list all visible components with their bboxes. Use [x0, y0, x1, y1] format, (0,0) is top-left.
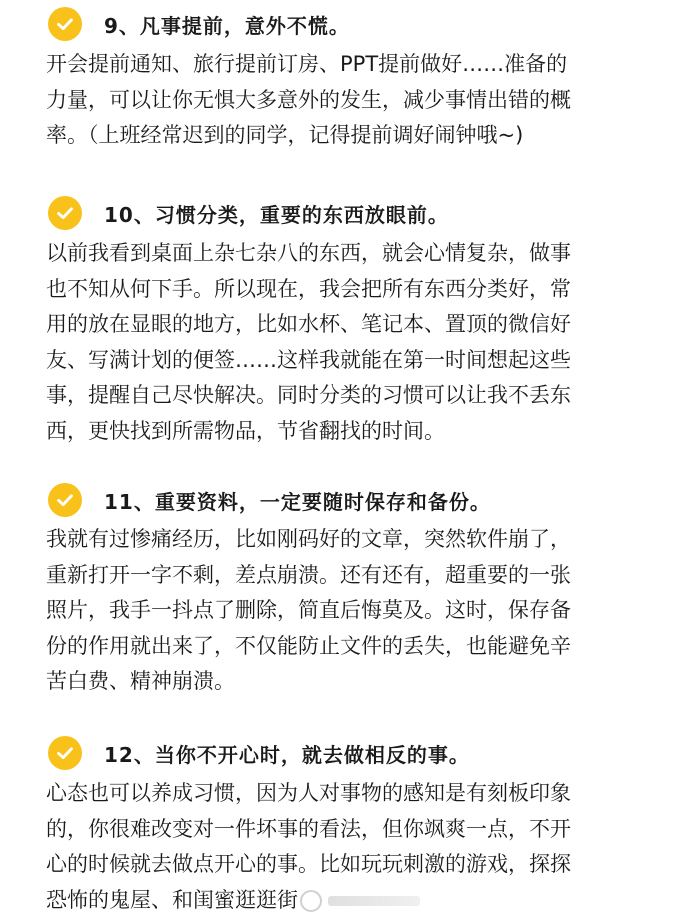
- tip-body-10: [46, 236, 650, 449]
- text-line: 的，你很难改变对一件坏事的看法，但你飒爽一点，不开: [46, 816, 571, 841]
- tip-heading-text: 11、重要资料，一定要随时保存和备份。: [104, 489, 491, 514]
- text-line: 事，提醒自己尽快解决。同时分类的习惯可以让我不丢东: [46, 383, 571, 407]
- text-line: 用的放在显眼的地方，比如水杯、笔记本、置顶的微信好: [46, 312, 571, 336]
- tip-heading-10: [48, 193, 449, 233]
- check-icon: [48, 196, 82, 230]
- tip-heading-text: 9、凡事提前，意外不慌。: [104, 13, 350, 38]
- text-line: 我就有过惨痛经历，比如刚码好的文章，突然软件崩了，: [46, 527, 571, 551]
- text-line: 西，更快找到所需物品，节省翻找的时间。: [46, 418, 445, 443]
- text-line: 以前我看到桌面上杂七杂八的东西，就会心情复杂，做事: [46, 241, 571, 265]
- tip-heading-text: 10、习惯分类，重要的东西放眼前。: [104, 202, 449, 227]
- text-line: 照片，我手一抖点了删除，简直后悔莫及。这时，保存备: [46, 598, 571, 622]
- text-line: 份的作用就出来了，不仅能防止文件的丢失，也能避免辛: [46, 633, 571, 658]
- text-line: 苦白费、精神崩溃。: [46, 669, 235, 693]
- check-icon: [48, 736, 82, 770]
- tip-heading-text: 12、当你不开心时，就去做相反的事。: [104, 742, 470, 767]
- text-line: 力量，可以让你无惧大多意外的发生，减少事情出错的概: [46, 87, 571, 112]
- text-line: 重新打开一字不剩，差点崩溃。还有还有，超重要的一张: [46, 562, 571, 587]
- tip-body-9: [46, 47, 650, 154]
- text-line: 心的时候就去做点开心的事。比如玩玩刺激的游戏，探探: [46, 852, 571, 876]
- text-line: 开会提前通知、旅行提前订房、PPT提前做好……准备的: [46, 52, 568, 76]
- check-icon: [48, 483, 82, 517]
- text-line: 心态也可以养成习惯，因为人对事物的感知是有刻板印象: [46, 781, 571, 805]
- text-line: 也不知从何下手。所以现在，我会把所有东西分类好，常: [46, 276, 571, 301]
- tip-heading-12: [48, 733, 470, 773]
- tip-body-11: [46, 522, 650, 700]
- text-line: 率。（上班经常迟到的同学，记得提前调好闹钟哦~): [46, 123, 524, 147]
- watermark-icon: [300, 890, 322, 912]
- watermark-mark: [328, 896, 420, 906]
- tip-heading-11: [48, 480, 491, 520]
- watermark-logo: [300, 890, 420, 912]
- text-line: 友、写满计划的便签……这样我就能在第一时间想起这些: [46, 347, 571, 372]
- tip-heading-9: [48, 4, 350, 44]
- check-icon: [48, 7, 82, 41]
- text-line: 恐怖的鬼屋、和闺蜜逛逛街: [46, 887, 298, 912]
